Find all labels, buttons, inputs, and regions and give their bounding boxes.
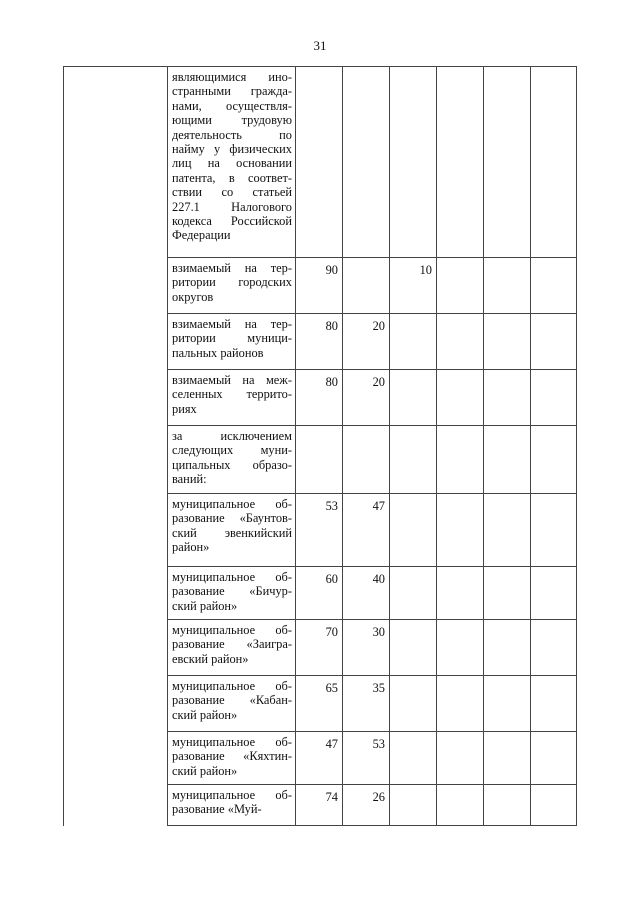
description-cell xyxy=(168,494,296,567)
description-cell xyxy=(168,732,296,785)
description-line: лиц на основании xyxy=(172,156,292,171)
description-cell xyxy=(168,370,296,426)
description-line: муниципальное об- xyxy=(172,679,292,693)
value-cell-v5 xyxy=(484,567,531,620)
table-row xyxy=(64,314,577,370)
description-line: муниципальное об- xyxy=(172,623,292,637)
value-cell-v2: 30 xyxy=(343,620,390,676)
value-cell-v6 xyxy=(531,370,577,426)
value-cell-v6 xyxy=(531,676,577,732)
value-cell-v4 xyxy=(437,314,484,370)
description-line: ющими трудовую xyxy=(172,113,292,128)
description-line: разование «Заигра- xyxy=(172,637,292,652)
description-line: ритории муници- xyxy=(172,331,292,346)
value-cell-v3 xyxy=(390,426,437,494)
value-cell-v4 xyxy=(437,567,484,620)
description-cell xyxy=(168,620,296,676)
table-row xyxy=(64,494,577,567)
description-line: Федерации xyxy=(172,228,231,243)
value-cell-v1: 80 xyxy=(296,370,343,426)
description-cell xyxy=(168,67,296,258)
description-line: евский район» xyxy=(172,651,249,666)
description-line: следующих муни- xyxy=(172,443,292,458)
description-line: взимаемый на тер- xyxy=(172,261,292,275)
value-cell-v4 xyxy=(437,67,484,258)
empty-leading-cell xyxy=(64,567,168,620)
value-cell-v2 xyxy=(343,426,390,494)
value-cell-v2: 40 xyxy=(343,567,390,620)
value-cell-v2: 26 xyxy=(343,785,390,826)
description-line: патента, в соответ- xyxy=(172,170,292,185)
value-cell-v1: 74 xyxy=(296,785,343,826)
value-cell-v3 xyxy=(390,785,437,826)
value-cell-v6 xyxy=(531,494,577,567)
description-cell xyxy=(168,676,296,732)
value-cell-v3 xyxy=(390,620,437,676)
description-line: ский район» xyxy=(172,707,238,722)
empty-leading-cell xyxy=(64,620,168,676)
description-line: муниципальное об- xyxy=(172,735,292,749)
value-cell-v2: 20 xyxy=(343,370,390,426)
table-row xyxy=(64,67,577,258)
description-line: странными гражда- xyxy=(172,84,292,99)
value-cell-v5 xyxy=(484,494,531,567)
empty-leading-cell xyxy=(64,67,168,258)
description-line: нами, осуществля- xyxy=(172,98,292,113)
value-cell-v3 xyxy=(390,67,437,258)
description-line: разование «Кяхтин- xyxy=(172,749,292,764)
description-line: ский район» xyxy=(172,763,238,778)
value-cell-v5 xyxy=(484,732,531,785)
value-cell-v4 xyxy=(437,676,484,732)
distribution-table xyxy=(63,66,577,826)
value-cell-v4 xyxy=(437,370,484,426)
value-cell-v2 xyxy=(343,67,390,258)
empty-leading-cell xyxy=(64,258,168,314)
table-row xyxy=(64,567,577,620)
description-line: пальных районов xyxy=(172,345,264,360)
value-cell-v3 xyxy=(390,567,437,620)
table-row xyxy=(64,426,577,494)
value-cell-v3 xyxy=(390,732,437,785)
value-cell-v3 xyxy=(390,494,437,567)
description-cell xyxy=(168,567,296,620)
description-line: округов xyxy=(172,289,214,304)
value-cell-v3 xyxy=(390,676,437,732)
page-number: 31 xyxy=(313,38,327,53)
description-cell xyxy=(168,426,296,494)
description-line: ципальных образо- xyxy=(172,457,292,472)
description-line: разование «Бичур- xyxy=(172,584,292,599)
description-line: найму у физических xyxy=(172,141,292,156)
value-cell-v4 xyxy=(437,258,484,314)
description-cell xyxy=(168,314,296,370)
empty-leading-cell xyxy=(64,426,168,494)
description-line: взимаемый на меж- xyxy=(172,373,292,387)
description-line: 227.1 Налогового xyxy=(172,199,292,214)
value-cell-v3 xyxy=(390,314,437,370)
table-body xyxy=(64,67,577,826)
description-line: ский район» xyxy=(172,598,238,613)
description-line: муниципальное об- xyxy=(172,788,292,802)
empty-leading-cell xyxy=(64,314,168,370)
value-cell-v1: 60 xyxy=(296,567,343,620)
value-cell-v5 xyxy=(484,314,531,370)
description-line: район» xyxy=(172,540,210,555)
value-cell-v4 xyxy=(437,426,484,494)
value-cell-v1: 80 xyxy=(296,314,343,370)
table-row xyxy=(64,620,577,676)
value-cell-v1: 90 xyxy=(296,258,343,314)
table-row xyxy=(64,370,577,426)
description-line: кодекса Российской xyxy=(172,213,292,228)
table-row xyxy=(64,676,577,732)
empty-leading-cell xyxy=(64,785,168,826)
value-cell-v4 xyxy=(437,620,484,676)
description-line: ритории городских xyxy=(172,275,292,290)
value-cell-v6 xyxy=(531,732,577,785)
description-line: взимаемый на тер- xyxy=(172,317,292,331)
value-cell-v4 xyxy=(437,785,484,826)
value-cell-v1 xyxy=(296,67,343,258)
description-line: разование «Муй- xyxy=(172,802,262,817)
value-cell-v1: 65 xyxy=(296,676,343,732)
value-cell-v6 xyxy=(531,426,577,494)
value-cell-v6 xyxy=(531,258,577,314)
table-row xyxy=(64,258,577,314)
description-line: ский эвенкийский xyxy=(172,525,292,540)
value-cell-v4 xyxy=(437,732,484,785)
table-row xyxy=(64,732,577,785)
value-cell-v3 xyxy=(390,370,437,426)
table-row xyxy=(64,785,577,826)
empty-leading-cell xyxy=(64,732,168,785)
value-cell-v2: 47 xyxy=(343,494,390,567)
value-cell-v6 xyxy=(531,785,577,826)
value-cell-v3: 10 xyxy=(390,258,437,314)
description-line: муниципальное об- xyxy=(172,570,292,584)
description-line: разование «Баунтов- xyxy=(172,511,292,526)
description-line: за исключением xyxy=(172,429,292,443)
value-cell-v1: 70 xyxy=(296,620,343,676)
description-line: являющимися ино- xyxy=(172,70,292,84)
description-line: ваний: xyxy=(172,472,207,487)
value-cell-v5 xyxy=(484,620,531,676)
empty-leading-cell xyxy=(64,370,168,426)
value-cell-v5 xyxy=(484,258,531,314)
value-cell-v5 xyxy=(484,370,531,426)
empty-leading-cell xyxy=(64,676,168,732)
description-line: разование «Кабан- xyxy=(172,693,292,708)
value-cell-v5 xyxy=(484,785,531,826)
value-cell-v2: 35 xyxy=(343,676,390,732)
value-cell-v2: 53 xyxy=(343,732,390,785)
value-cell-v5 xyxy=(484,67,531,258)
value-cell-v1: 53 xyxy=(296,494,343,567)
value-cell-v2: 20 xyxy=(343,314,390,370)
value-cell-v5 xyxy=(484,676,531,732)
value-cell-v5 xyxy=(484,426,531,494)
value-cell-v6 xyxy=(531,620,577,676)
description-cell xyxy=(168,785,296,826)
value-cell-v1 xyxy=(296,426,343,494)
value-cell-v6 xyxy=(531,567,577,620)
description-line: муниципальное об- xyxy=(172,497,292,511)
value-cell-v6 xyxy=(531,67,577,258)
value-cell-v1: 47 xyxy=(296,732,343,785)
description-line: риях xyxy=(172,401,197,416)
description-line: селенных террито- xyxy=(172,387,292,402)
empty-leading-cell xyxy=(64,494,168,567)
value-cell-v4 xyxy=(437,494,484,567)
description-line: деятельность по xyxy=(172,127,292,142)
description-cell xyxy=(168,258,296,314)
value-cell-v2 xyxy=(343,258,390,314)
value-cell-v6 xyxy=(531,314,577,370)
description-line: ствии со статьей xyxy=(172,185,292,200)
